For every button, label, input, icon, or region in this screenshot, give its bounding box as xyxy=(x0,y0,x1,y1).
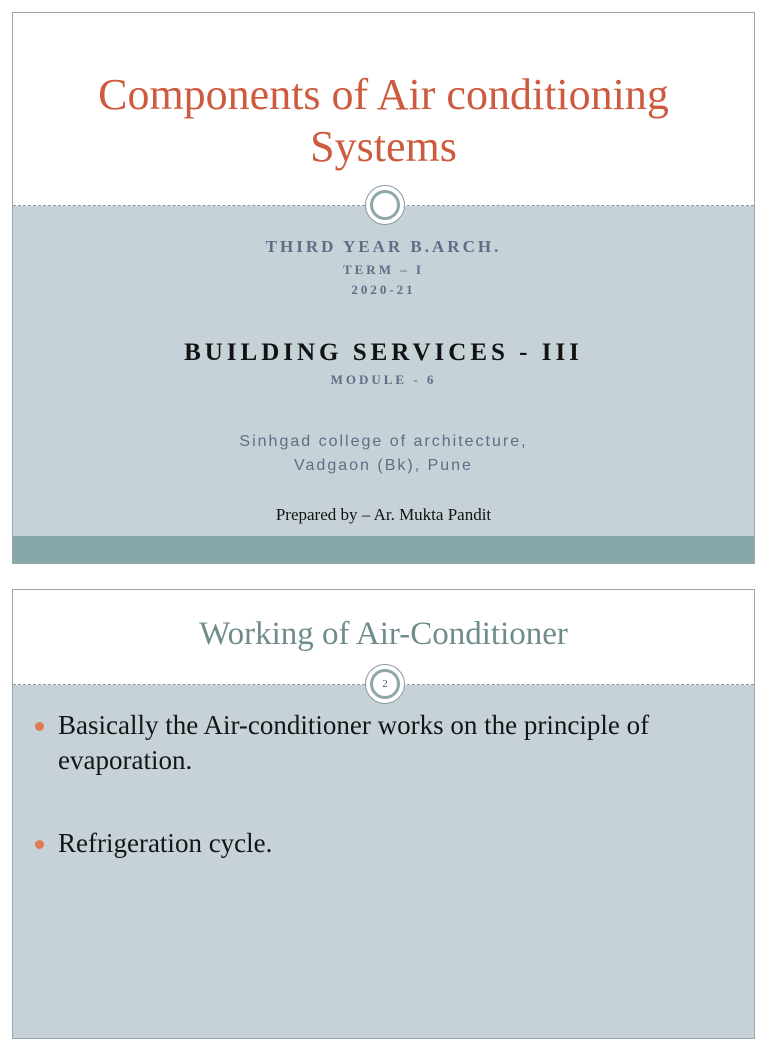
course-title: BUILDING SERVICES - III xyxy=(184,339,583,366)
prepared-by: Prepared by – Ar. Mukta Pandit xyxy=(275,505,492,524)
footer-band xyxy=(13,536,754,563)
module-label: MODULE - 6 xyxy=(330,372,437,387)
college-name xyxy=(13,430,754,478)
bullet-item xyxy=(35,826,724,861)
academic-year-label: 2020-21 xyxy=(351,282,416,297)
slide-number-badge xyxy=(365,664,405,704)
college-line-2: Vadgaon (Bk), Pune xyxy=(294,457,473,474)
title-slide xyxy=(12,12,755,564)
bullet-list xyxy=(35,708,724,909)
bullet-dot-icon xyxy=(35,722,44,731)
title-area xyxy=(13,13,754,206)
year-label: THIRD YEAR B.ARCH. xyxy=(265,237,502,256)
bullet-dot-icon xyxy=(35,840,44,849)
presentation-title: Components of Air conditioning Systems xyxy=(98,70,669,171)
term-label: TERM – I xyxy=(342,262,425,277)
bullet-text: Basically the Air-conditioner works on the principle of evaporation. xyxy=(58,710,650,775)
content-slide xyxy=(12,589,755,1039)
slide-number: 2 xyxy=(382,678,388,690)
slide-title: Working of Air-Conditioner xyxy=(199,616,568,652)
college-line-1: Sinhgad college of architecture, xyxy=(239,433,528,450)
bullet-text: Refrigeration cycle. xyxy=(58,828,273,858)
bullet-item xyxy=(35,708,724,778)
circle-ornament-icon xyxy=(365,185,405,225)
